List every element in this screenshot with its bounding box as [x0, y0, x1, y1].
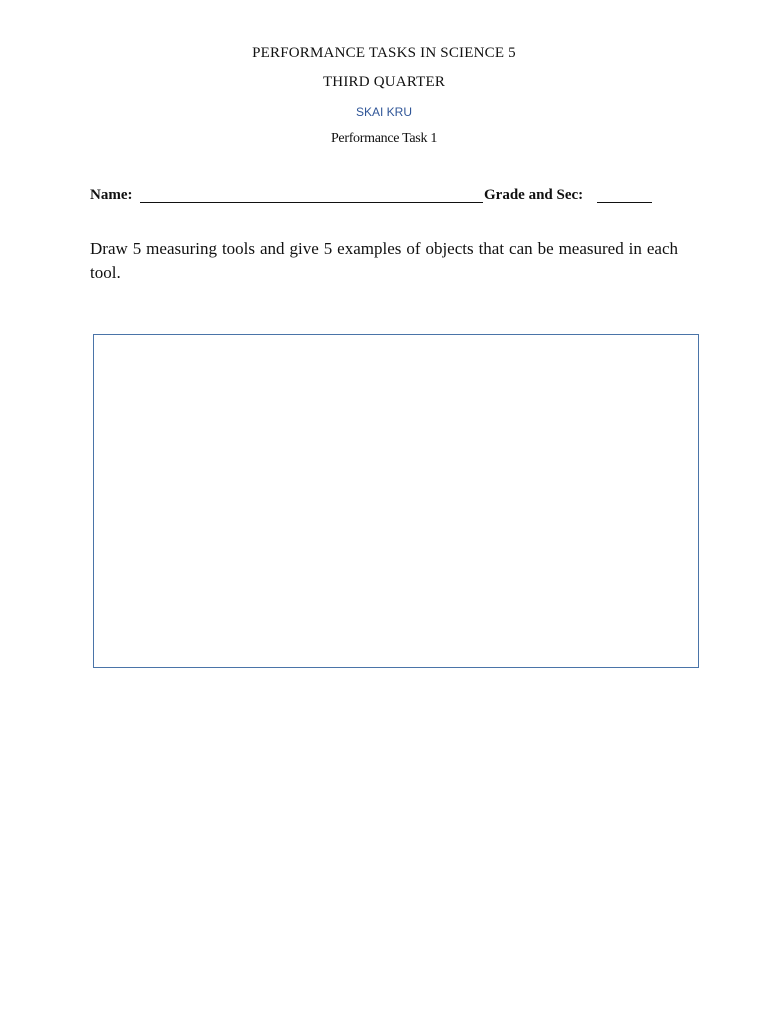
author-label: SKAI KRU: [355, 105, 412, 119]
instructions-text: Draw 5 measuring tools and give 5 examples of objects that can be measured in each tool.: [90, 239, 678, 282]
student-info-row: [90, 187, 690, 207]
name-label: Name:: [90, 187, 133, 203]
grade-section-label: Grade and Sec:: [484, 187, 584, 203]
quarter-label: THIRD QUARTER: [322, 74, 446, 90]
document-title: PERFORMANCE TASKS IN SCIENCE 5: [252, 45, 516, 61]
grade-section-blank[interactable]: [597, 202, 652, 203]
task-label: Performance Task 1: [330, 131, 438, 146]
name-blank[interactable]: [140, 202, 483, 203]
drawing-area[interactable]: [93, 334, 699, 668]
